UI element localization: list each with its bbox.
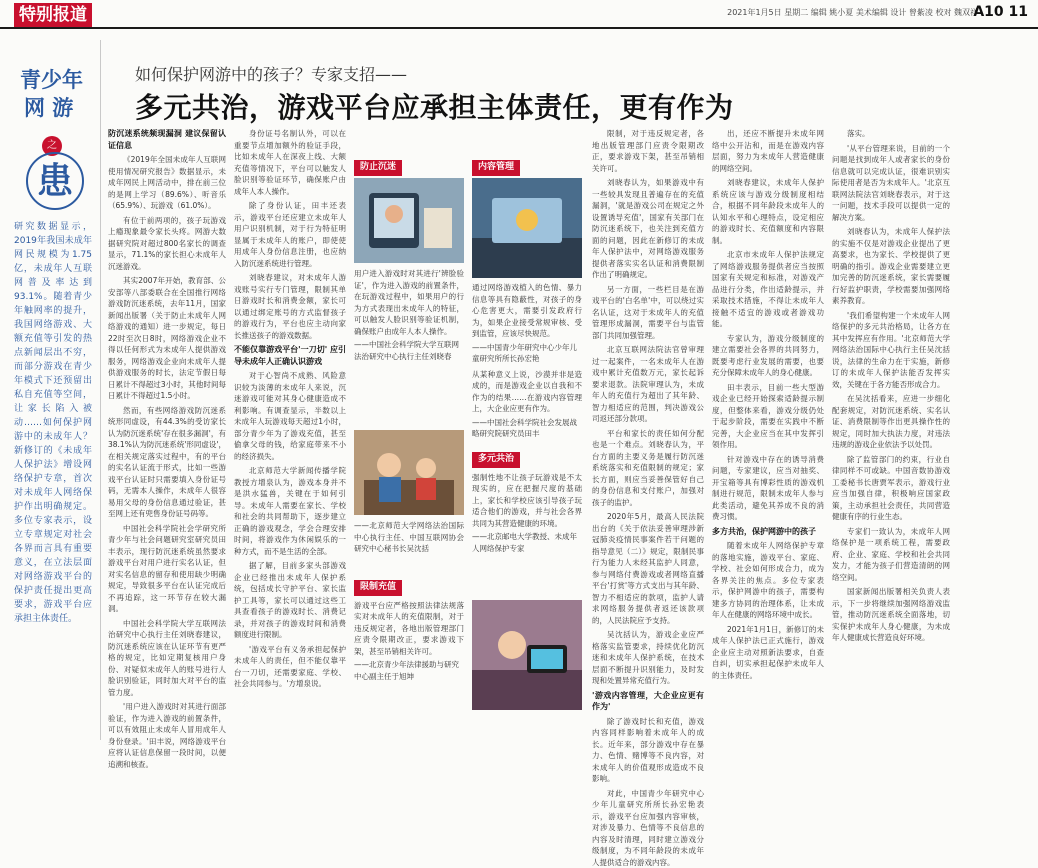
paragraph: 在吴沈括看来，应进一步细化配套规定，对防沉迷系统、实名认证、消费限制等作出更具操作性的规定，同时加大执法力度，对违法违规的游戏企业依法予以处罚。 — [832, 393, 950, 451]
logo-line2: 网 游 — [24, 98, 73, 119]
paragraph: 另一方面，一些栏目是在游戏平台的'白名单'中，可以绕过实名认证，这对于未成年人的充值管理形成漏洞，需要平台与监管部门共同加强管理。 — [592, 284, 704, 342]
paragraph: 北京市未成年人保护法规定了网络游戏服务提供者应当按照国家有关规定和标准，对游戏产品进行分类，作出适龄提示，并采取技术措施，不得让未成年人接触不适宜的游戏或者游戏功能。 — [712, 249, 824, 330]
sidebar-source-2: ——中国社会科学院社会发展战略研究院研究员田丰 — [472, 417, 582, 440]
paragraph: 北京师范大学新闻传播学院教授方增泉认为，游戏本身并不是洪水猛兽，关键在于如何引导。未成年人需要在家长、学校和社会的共同帮助下，逐步建立正确的游戏观念，学会合理安排时间，将游戏作为休闲娱乐的一种方式，而不是生活的全部。 — [234, 465, 346, 557]
sidebar-source: ——北京邮电大学教授、未成年人网络保护专家 — [472, 531, 582, 554]
photo-3 — [472, 178, 582, 278]
paragraph: 田丰表示，目前一些大型游戏企业已经开始探索适龄提示制度，但整体来看，游戏分级仍处于起步阶段，需要在实践中不断完善，大企业应当在其中发挥引领作用。 — [712, 382, 824, 451]
tag-anti-addiction: 防止沉迷 — [354, 160, 402, 176]
paragraph: 北京互联网法院法官曾审理过一起案件，一名未成年人在游戏中累计充值数万元，家长起诉要求退款。法院审理认为，未成年人的充值行为超出了其年龄、智力相适应的范围，判决游戏公司返还部分款项。 — [592, 344, 704, 425]
photo-2-graphic — [354, 430, 464, 515]
rail-divider — [100, 40, 101, 740]
subhead-1: 防沉迷系统频现漏洞 建议保留认证信息 — [108, 128, 226, 151]
paragraph: 专家认为，游戏分级制度的建立需要社会各界的共同努力，既要考虑行业发展的需要，也要充分保障未成年人的身心健康。 — [712, 333, 824, 379]
paragraph: 落实。 — [832, 128, 950, 140]
paragraph: 平台和家长的责任如何分配也是一个难点。刘晓春认为，平台方面的主要义务是履行防沉迷系统落实和充值限制的规定；家长方面，则应当妥善保管好自己的身份信息和支付账户，加强对孩子的监护。 — [592, 428, 704, 509]
kicker: 如何保护网游中的孩子？专家支招—— — [135, 62, 407, 85]
rail-summary: 研究数据显示，2019年我国未成年网民规模为1.75亿，未成年人互联网普及率达到93.1%。随着青少年触网率的提升，我国网络游戏、大额充值等引发的热点新闻层出不穷，而部分游戏在青少年模式下还预留出私自充值等空间，让家长陷入被动……如何保护网游中的未成年人？新修订的《未成年人保护法》增设网络保护专章，首次对未成年人网络保护作出明确规定。多位专家表示，设立专章规定对社会各界而言具有重要意义，在立法层面对网络游戏平台的保护责任提出更高要求，游戏平台应承担主体责任。 — [14, 220, 92, 626]
paragraph: 专家们一致认为，未成年人网络保护是一项系统工程，需要政府、企业、家庭、学校和社会共同发力，才能为孩子们营造清朗的网络空间。 — [832, 526, 950, 584]
article-column-6 — [712, 128, 824, 740]
top-rule — [0, 27, 1038, 29]
sidebar-text-2: 从某种意义上说，沙漠并非是造成的，而是游戏企业以自我和不作为的结果……在游戏内容管理上，大企业应更有作为。 — [472, 369, 582, 415]
paragraph: '从平台管理来说，目前的一个问题是找到成年人或者家长的身份信息就可以完成认证，很难识别实际使用者是否为未成年人。'北京互联网法院法官刘晓春表示，对于这一问题，技术手段可以提供一定的解决方案。 — [832, 143, 950, 224]
paragraph: 其实2007年开始，教育部、公安部等八部委联合在全国推行网络游戏防沉迷系统，去年11月，国家新闻出版署（关于防止未成年人网络游戏的通知）进一步规定，每日22时至次日8时，网络游戏企业不得以任何形式为未成年人提供游戏服务，网络游戏企业向未成年人提供游戏服务的时长，法定节假日每日累计不得超过3小时，其他时间每日累计不得超过1.5小时。 — [108, 275, 226, 402]
article-column-7 — [832, 128, 950, 740]
sidebar-multi-governance — [472, 452, 582, 592]
photo-1-graphic — [354, 178, 464, 263]
paragraph: 除了身份认证，田丰还表示，游戏平台还应建立未成年人用户识别机制，对于行为特征明显属于未成年人的账户，即使使用成年人身份信息注册，也应纳入防沉迷系统进行管理。 — [234, 200, 346, 269]
paragraph: 身份证号名制认外，可以在重要节点增加额外的验证手段，比如未成年人在深夜上线、大额充值等情况下，平台可以触发人脸识别等验证环节，确保账户由成年人本人操作。 — [234, 128, 346, 197]
page-meta — [727, 7, 978, 18]
paragraph: '用户进入游戏时对其进行面部验证，作为进入游戏的前置条件，可以有效阻止未成年人冒用成年人身份登录。'田丰说，网络游戏平台应将认证信息保留一段时间，以便追溯和核查。 — [108, 701, 226, 770]
sidebar-source: ——北京青少年法律援助与研究中心副主任于旭坤 — [354, 659, 464, 682]
article-column-2 — [234, 128, 346, 740]
tag-recharge-limit: 限制充值 — [354, 580, 402, 596]
photo-3-graphic — [472, 178, 582, 278]
logo-huan: 患 — [26, 152, 84, 210]
sidebar-anti-addiction-2 — [354, 520, 464, 560]
photo-1 — [354, 178, 464, 263]
tag-multi-governance: 多元共治 — [472, 452, 520, 468]
paragraph: 限制，对于违反规定者，各地出版管理部门应责令限期改正，要求游戏下架，甚至吊销相关许可。 — [592, 128, 704, 174]
tag-content-mgmt: 内容管理 — [472, 160, 520, 176]
paragraph: 然而，有些网络游戏防沉迷系统形同虚设，有44.3%的受访家长认为防沉迷系统'存在很多漏洞'，有38.1%认为防沉迷系统'形同虚设'，在相关规定落实过程中，有的平台的实名认证流于形式，比如一些游戏平台认证时只需要填入身份证号码，无需本人操作，未成年人很容易用父母的身份信息通过验证，甚至网上还有兜售身份证号码等。 — [108, 405, 226, 520]
masthead — [0, 0, 1038, 28]
paragraph: '我们希望构建一个未成年人网络保护的多元共治格局，让各方在其中发挥应有作用。'北京师范大学网络法治国际中心执行主任吴沈括说，法律的生命力在于实施，新修订的未成年人保护法能否发挥实效，关键在于各方能否形成合力。 — [832, 310, 950, 391]
subhead-3: '游戏内容管理，大企业应更有作为' — [592, 690, 704, 713]
paragraph: '游戏平台有义务承担起保护未成年人的责任，但不能仅靠平台一刀切，还需要家庭、学校、社会共同参与。'方增泉说。 — [234, 644, 346, 690]
paragraph: 中国社会科学院社会学研究所青少年与社会问题研究室研究员田丰表示，现行防沉迷系统虽然要求游戏平台对用户进行实名认证，但对实名信息的留存和使用缺少明确规定，导致很多平台在认证完成后不再追踪，这一环节存在较大漏洞。 — [108, 523, 226, 615]
paragraph: 《2019年全国未成年人互联网使用情况研究报告》数据显示，未成年网民上网活动中，排在前三位的是网上学习（89.6%）、听音乐（65.9%）、玩游戏（61.0%）。 — [108, 154, 226, 212]
paragraph: 据了解，目前多家头部游戏企业已经推出未成年人保护系统，包括成长守护平台、家长监护工具等，家长可以通过这些工具查看孩子的游戏时长、消费记录，并对孩子的游戏时间和消费额度进行限制。 — [234, 560, 346, 641]
photo-4-graphic — [472, 600, 582, 710]
sidebar-text: 用户进入游戏时对其进行'辨脸验证'，作为进入游戏的前置条件，在玩游戏过程中，如果用户的行为方式表现出未成年人的特征，可以触发人脸识别等验证机制，确保账户由成年人本人操作。 — [354, 268, 464, 337]
page-number: A10 11 — [973, 4, 1028, 20]
photo-2 — [354, 430, 464, 515]
paragraph: 刘晓春建议，对未成年人游戏账号实行专门管理，限制其单日游戏时长和消费金额，家长可以通过绑定账号的方式监督孩子的游戏行为，平台也应主动向家长推送孩子的游戏数据。 — [234, 272, 346, 341]
sidebar-text-2: ——北京师范大学网络法治国际中心执行主任、中国互联网协会研究中心秘书长吴沈括 — [354, 520, 464, 555]
page-meta-text: 2021年1月5日 星期二 编辑 姚小夏 美术编辑 设计 曾紫凌 校对 魏双祥 — [727, 8, 978, 17]
article-column-5 — [592, 128, 704, 740]
paragraph: 2021年1月1日，新修订的未成年人保护法已正式施行，游戏企业应主动对照新法要求，自查自纠，切实承担起保护未成年人的主体责任。 — [712, 624, 824, 682]
paragraph: 有位于前两项的，孩子玩游戏上瘾现象最令家长头疼。网游大数据研究院对超过800名家长的调查显示，71.1%的家长担心未成年人沉迷游戏。 — [108, 215, 226, 273]
logo-zhi: 之 — [42, 136, 62, 156]
subhead-4: 多方共治，保护网游中的孩子 — [712, 526, 824, 538]
sidebar-source: ——中国社会科学院大学互联网法治研究中心执行主任刘晓春 — [354, 339, 464, 362]
left-rail — [14, 40, 92, 740]
photo-4 — [472, 600, 582, 710]
paragraph: 出，还应不断提升未成年网络中公开沾和，而是在游戏内容层面，努力为未成年人营造健康的网络空间。 — [712, 128, 824, 174]
sidebar-source: ——中国青少年研究中心少年儿童研究所所长孙宏艳 — [472, 342, 582, 365]
series-logo — [14, 40, 92, 210]
sidebar-content-mgmt-body — [472, 282, 582, 432]
section-tab: 特别报道 — [14, 3, 92, 27]
subhead-2: 不能仅靠游戏平台'一刀切' 应引导未成年人正确认识游戏 — [234, 344, 346, 367]
paragraph: 刘晓春认为，未成年人保护法的实施不仅是对游戏企业提出了更高要求，也为家长、学校提供了更明确的指引。游戏企业需要建立更加完善的防沉迷系统，家长需要履行好监护职责，学校需要加强网络素养教育。 — [832, 226, 950, 307]
sidebar-recharge-limit — [354, 580, 464, 740]
paragraph: 针对游戏中存在的诱导消费问题，专家建议，应当对抽奖、开宝箱等具有博彩性质的游戏机制进行规范，限制未成年人参与此类活动，避免其养成不良的消费习惯。 — [712, 454, 824, 523]
sidebar-text: 通过网络游戏植入的色情、暴力信息等具有隐蔽性，对孩子的身心危害更大，需要引发政府行为，如果企业接受常规审核、受到监管，应该尽快规范。 — [472, 282, 582, 340]
sidebar-text: 强制性地不让孩子玩游戏是不太现实的，应在把握尺度的基础上，家长和学校应该引导孩子玩适合他们的游戏，并与社会各界共同为其营造健康的环境。 — [472, 472, 582, 530]
paragraph: 除了游戏时长和充值，游戏内容同样影响着未成年人的成长。近年来，部分游戏中存在暴力、色情、赌博等不良内容，对未成年人的价值观形成造成不良影响。 — [592, 716, 704, 785]
paragraph: 刘晓春认为，如果游戏中有一些较具发现且普遍存在的充值漏洞，'就是游戏公司在规定之外设置诱导充值'，国家有关部门在防沉迷系统下，也关注到充值方面的问题，因此在新修订的未成年人保护法中，对网络游戏服务提供者落实实名认证和消费限制作出了明确规定。 — [592, 177, 704, 281]
headline: 多元共治，游戏平台应承担主体责任，更有作为 — [135, 86, 734, 126]
paragraph: 随着未成年人网络保护专章的落地实施，游戏平台、家庭、学校、社会如何形成合力，成为各界关注的焦点。多位专家表示，保护网游中的孩子，需要构建多方协同的治理体系，让未成年人在健康的网络环境中成长。 — [712, 540, 824, 621]
paragraph: 中国社会科学院大学互联网法治研究中心执行主任刘晓春建议，防沉迷系统应该在认证环节有更严格的规定，比如定期复核用户身份、对疑似未成年人的账号进行人脸识别验证，同时加大对平台的监管力度。 — [108, 618, 226, 699]
paragraph: 对此，中国青少年研究中心少年儿童研究所所长孙宏艳表示，游戏平台应加强内容审核，对涉及暴力、色情等不良信息的内容及时清理，同时建立游戏分级制度，为不同年龄段的未成年人提供适合的游戏内容。 — [592, 788, 704, 868]
paragraph: 除了监管部门的约束，行业自律同样不可或缺。中国音数协游戏工委秘书长唐贾军表示，游戏行业应当加强自律，积极响应国家政策，主动承担社会责任，共同营造健康有序的行业生态。 — [832, 454, 950, 523]
sidebar-text: 游戏平台应严格按照法律法规落实对未成年人的充值限制，对于违反规定者，各地出版管理部门应责令限期改正，要求游戏下架，甚至吊销相关许可。 — [354, 600, 464, 658]
article-column-1 — [108, 128, 226, 740]
paragraph: 吴沈括认为，游戏企业应严格落实监管要求，持续优化防沉迷和未成年人保护系统，在技术层面不断提升识别能力，及时发现和处置异常充值行为。 — [592, 629, 704, 687]
paragraph: 2020年5月，最高人民法院出台的《关于依法妥善审理涉新冠肺炎疫情民事案件若干问题的指导意见（二）》规定，限制民事行为能力人未经其监护人同意，参与网络付费游戏或者网络直播平台'打赏'等方式支出与其年龄、智力不相适应的款项，监护人请求网络服务提供者返还该款项的，人民法院应予支持。 — [592, 511, 704, 626]
logo-line1: 青少年 — [20, 70, 83, 91]
paragraph: 刘晓春建议，未成年人保护系统应该与游戏分级制度相结合，根据不同年龄段未成年人的认知水平和心理特点，设定相应的游戏时长、充值额度和内容限制。 — [712, 177, 824, 246]
paragraph: 对于心智尚不成熟、风险意识较为淡薄的未成年人来说，沉迷游戏可能对其身心健康造成不利影响。有调查显示，半数以上未成年人玩游戏每天超过1小时，部分青少年为了游戏充值，甚至偷拿父母的钱，给家庭带来不小的经济损失。 — [234, 370, 346, 462]
paragraph: 国家新闻出版署相关负责人表示，下一步将继续加强网络游戏监管，推动防沉迷系统全面落地，切实保护未成年人身心健康，为未成年人健康成长营造良好环境。 — [832, 586, 950, 644]
